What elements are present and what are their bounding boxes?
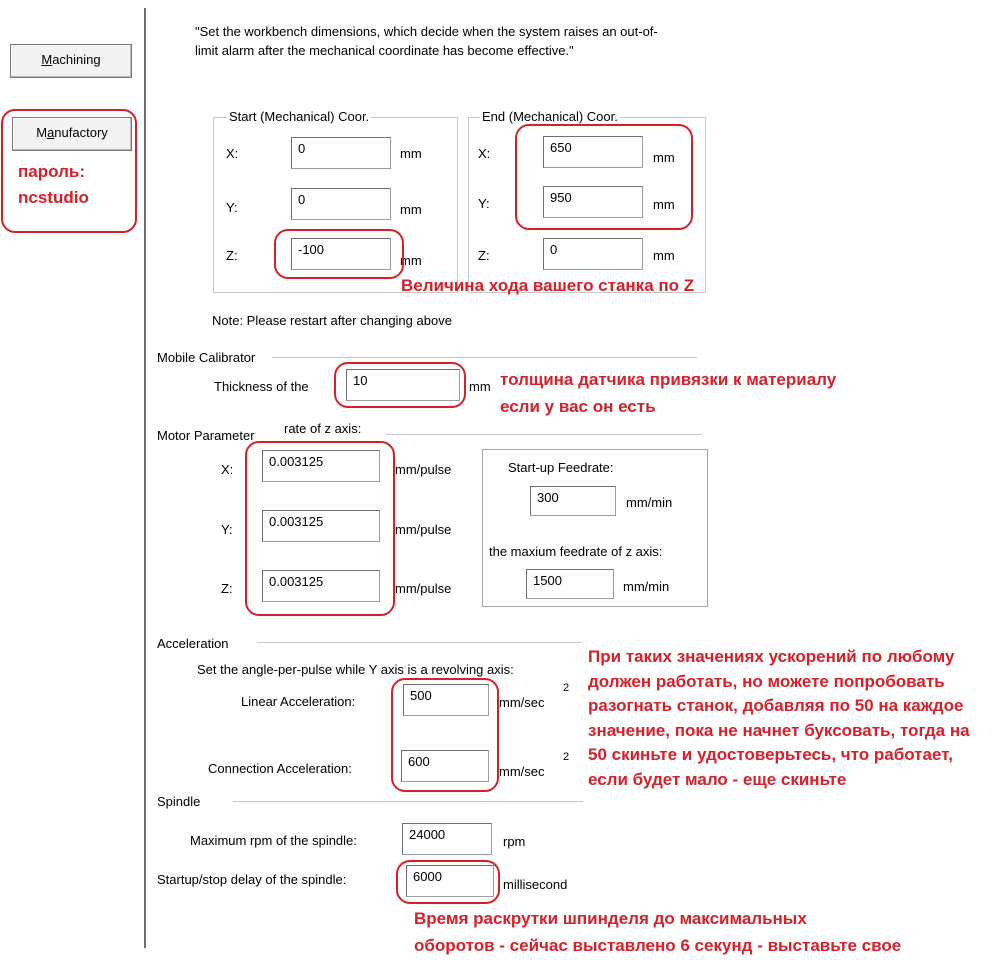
motor-z-label: Z:	[221, 581, 233, 596]
max-rpm-label: Maximum rpm of the spindle:	[190, 833, 357, 848]
machining-button-label: Machining	[41, 52, 101, 67]
max-rpm-unit: rpm	[503, 834, 526, 849]
password-note-line2: ncstudio	[18, 188, 89, 207]
manufactory-button-label: Manufactory	[36, 125, 108, 140]
spindle-delay-highlight	[396, 860, 500, 904]
mobile-calibrator-title: Mobile Calibrator	[157, 350, 256, 365]
motor-z-input[interactable]: 0.003125	[262, 570, 380, 602]
start-y-input[interactable]: 0	[291, 188, 391, 220]
end-x-input[interactable]: 650	[543, 136, 643, 168]
motor-x-input[interactable]: 0.003125	[262, 450, 380, 482]
motor-parameter-overlap-text: rate of z axis:	[284, 421, 362, 433]
end-y-label: Y:	[478, 196, 490, 211]
motor-parameter-title: Motor Parameter	[157, 428, 255, 443]
startup-feedrate-input[interactable]: 300	[530, 486, 616, 516]
motor-x-unit: mm/pulse	[395, 462, 452, 477]
end-y-unit: mm	[653, 197, 675, 212]
connection-acceleration-input[interactable]: 600	[401, 750, 489, 782]
linear-acceleration-unit: mm/sec	[499, 695, 545, 710]
end-x-label: X:	[478, 146, 491, 161]
thickness-input[interactable]: 10	[346, 369, 460, 401]
max-feedrate-z-label: the maxium feedrate of z axis:	[489, 544, 663, 559]
linear-acceleration-unit-sup: 2	[563, 682, 570, 694]
spindle-note-line1: Время раскрутки шпинделя до максимальных	[414, 909, 807, 928]
end-z-label: Z:	[478, 248, 490, 263]
motor-y-input[interactable]: 0.003125	[262, 510, 380, 542]
end-x-unit: mm	[653, 150, 675, 165]
machining-button[interactable]	[10, 44, 132, 78]
connection-acceleration-unit-sup: 2	[563, 751, 570, 763]
thickness-highlight	[334, 362, 466, 408]
max-rpm-input[interactable]: 24000	[402, 823, 492, 855]
sensor-note-line1: толщина датчика привязки к материалу	[500, 370, 837, 389]
spindle-delay-unit: millisecond	[503, 877, 568, 892]
start-z-label: Z:	[226, 248, 238, 263]
start-x-unit: mm	[400, 146, 422, 161]
motor-parameter-separator	[386, 434, 702, 435]
acceleration-title: Acceleration	[157, 636, 229, 651]
start-z-unit: mm	[400, 253, 422, 268]
spindle-title: Spindle	[157, 794, 201, 809]
password-note-line1: пароль:	[18, 162, 85, 181]
start-coor-title: Start (Mechanical) Coor.	[229, 109, 370, 124]
max-feedrate-z-input[interactable]: 1500	[526, 569, 614, 599]
end-z-unit: mm	[653, 248, 675, 263]
end-coor-title: End (Mechanical) Coor.	[482, 109, 618, 124]
spindle-delay-label: Startup/stop delay of the spindle:	[157, 872, 347, 887]
connection-acceleration-unit: mm/sec	[499, 764, 545, 779]
linear-acceleration-input[interactable]: 500	[403, 684, 489, 716]
spindle-note-line2: оборотов - сейчас выставлено 6 секунд - выставьте свое	[414, 936, 902, 955]
left-panel-divider	[144, 8, 146, 948]
startup-feedrate-label: Start-up Feedrate:	[508, 460, 614, 475]
connection-acceleration-label: Connection Acceleration:	[208, 761, 352, 776]
spindle-separator	[233, 801, 583, 802]
acceleration-highlight	[391, 678, 499, 792]
start-x-input[interactable]: 0	[291, 137, 391, 169]
end-z-input[interactable]: 0	[543, 238, 643, 270]
workbench-description: "Set the workbench dimensions, which decide when the system raises an out-of-limit alarm after the mechanical coordinate has become effective."	[195, 24, 658, 58]
linear-acceleration-label: Linear Acceleration:	[241, 694, 356, 709]
start-y-label: Y:	[226, 200, 238, 215]
motor-pulse-highlight	[245, 441, 395, 616]
spindle-delay-input[interactable]: 6000	[406, 865, 494, 897]
thickness-unit: mm	[469, 379, 491, 394]
end-xy-highlight	[515, 124, 693, 230]
start-z-input[interactable]: -100	[291, 238, 391, 270]
motor-z-unit: mm/pulse	[395, 581, 452, 596]
start-y-unit: mm	[400, 202, 422, 217]
sensor-note-line2: если у вас он есть	[500, 397, 656, 416]
end-y-input[interactable]: 950	[543, 186, 643, 218]
motor-x-label: X:	[221, 462, 234, 477]
start-z-highlight	[274, 229, 404, 279]
motor-y-unit: mm/pulse	[395, 522, 452, 537]
angle-per-pulse-text: Set the angle-per-pulse while Y axis is a revolving axis:	[197, 662, 514, 677]
restart-note: Note: Please restart after changing above	[212, 313, 452, 328]
z-travel-note: Величина хода вашего станка по Z	[401, 276, 695, 295]
start-x-label: X:	[226, 146, 239, 161]
acceleration-note: При таких значениях ускорений по любому должен работать, но можете попробовать разогнать станок, добавляя по 50 на каждое значение, пока не начнет буксовать, тогда на 50 скиньте и удостоверьтесь, что работает, если будет мало - еще скиньте	[588, 647, 970, 789]
thickness-label: Thickness of the	[214, 379, 309, 394]
max-feedrate-z-unit: mm/min	[623, 579, 670, 594]
mobile-calibrator-separator	[272, 357, 697, 358]
acceleration-separator	[257, 642, 582, 643]
startup-feedrate-unit: mm/min	[626, 495, 673, 510]
motor-y-label: Y:	[221, 522, 233, 537]
